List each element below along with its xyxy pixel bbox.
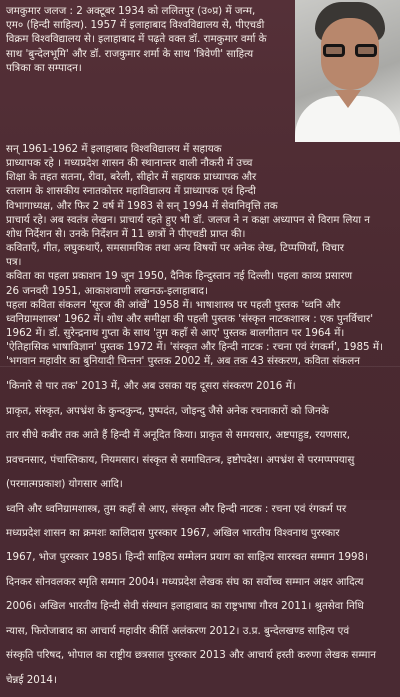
bottom-line: मध्यप्रदेश शासन का क्रमशः कालिदास पुरस्कार 1967, अखिल भारतीय विश्वनाथ पुरस्कार: [6, 527, 340, 540]
body-line: प्राध्यापक रहे । मध्यप्रदेश शासन की स्थानान्तर वाली नौकरी में उच्च: [6, 157, 253, 170]
section-divider: [0, 366, 400, 367]
bottom-line: प्रवचनसार, पंचास्तिकाय, नियमसार। संस्कृत से समाधितन्त्र, इष्टोपदेश। अपभ्रंश से परमप्पपयासु: [6, 453, 355, 466]
body-line: पत्र।: [6, 256, 22, 269]
intro-line: एम० (हिन्दी साहित्य). 1957 में इलाहाबाद विश्वविद्यालय से, पीएचडी: [6, 19, 265, 32]
author-photo: [295, 0, 400, 142]
body-line: रतलाम के शासकीय स्नातकोत्तर महाविद्यालय में प्राध्यापक एवं हिन्दी: [6, 185, 256, 198]
bottom-line: 1967, भोज पुरस्कार 1985। हिन्दी साहित्य सम्मेलन प्रयाग का साहित्य सारस्वत सम्मान 1998।: [6, 551, 369, 564]
intro-line: साथ 'बुन्देलभूमि' और डॉ. राजकुमार शर्मा के साथ 'त्रिवेणी' साहित्य: [6, 47, 254, 60]
bottom-line: प्राकृत, संस्कृत, अपभ्रंश के कुन्दकुन्द, पुष्पदंत, जोइन्दु जैसे अनेक रचनाकारों को जिनके: [6, 404, 329, 417]
bottom-line: संस्कृति परिषद, भोपाल का राष्ट्रीय छत्रसाल पुरस्कार 2013 और आचार्य हस्ती करुणा लेखक सम्मान: [6, 649, 376, 662]
body-line: सन् 1961-1962 में इलाहाबाद विश्वविद्यालय में सहायक: [6, 143, 222, 155]
body-line: कविता का पहला प्रकाशन 19 जून 1950, दैनिक हिन्दुस्तान नई दिल्ली। पहला काव्य प्रसारण: [6, 270, 353, 283]
author-intro: [6, 4, 288, 75]
intro-line: पत्रिका का सम्पादन।: [6, 61, 82, 74]
bottom-line: न्यास, फिरोजाबाद का आचार्य महावीर कीर्ति अलंकरण 2012। उ.प्र. बुन्देलखण्ड साहित्य एवं: [6, 624, 350, 637]
lens-right: [355, 44, 377, 57]
body-line: प्राचार्य रहे। अब स्वतंत्र लेखन। प्राचार्य रहते हुए भी डॉ. जलज ने न कक्षा अध्यापन से विराम लिया न: [6, 213, 370, 226]
body-line: 26 जनवरी 1951, आकाशवाणी लखनऊ-इलाहाबाद।: [6, 284, 208, 297]
glasses-icon: [323, 44, 377, 58]
bottom-line: दिनकर सोनवलकर स्मृति सम्मान 2004। मध्यप्रदेश लेखक संघ का सर्वोच्च सम्मान अक्षर आदित्य: [6, 575, 364, 588]
body-line: 1962 में। डॉ. सुरेन्द्रनाथ गुप्ता के साथ 'तुम कहाँ से आए' पुस्तक बालगीतान पर 1964 में।: [6, 327, 345, 340]
career-section: [6, 142, 394, 369]
bottom-line: चेन्नई 2014।: [6, 673, 57, 686]
bottom-line: ध्वनि और ध्वनिग्रामशास्त्र, तुम कहाँ से आए, संस्कृत और हिन्दी नाटक : रचना एवं रंगकर्म पर: [6, 502, 347, 515]
body-line: शिक्षा के तहत सतना, रीवा, बरेली, सीहोर में सहायक प्राध्यापक और: [6, 171, 257, 184]
intro-line: जमकुमार जलज : 2 अक्टूबर 1934 को ललितपुर (उ०प्र) में जन्म,: [6, 5, 256, 17]
intro-line: विक्रम विश्वविद्यालय से। इलाहाबाद में पढ़ते वक्त डॉ. रामकुमार वर्मा के: [6, 33, 267, 46]
bottom-line: (परमात्मप्रकाश) योगसार आदि।: [6, 478, 123, 491]
body-line: ध्वनिग्रामशास्त्र' 1962 में। शोध और समीक्षा की पहली पुस्तक 'संस्कृत नाटकशास्त्र : एक पुनर्विचार': [6, 312, 374, 325]
translations-awards-section: [6, 369, 394, 697]
body-line: विभागाध्यक्ष, और फिर 2 वर्ष में 1983 से सन् 1994 में सेवानिवृत्ति तक: [6, 199, 278, 212]
body-line: 'भगवान महावीर का बुनियादी चिन्तन' पुस्तक 2002 में, अब तक 43 संस्करण, कविता संकलन: [6, 355, 360, 368]
lens-left: [323, 44, 345, 57]
body-line: 'ऐतिहासिक भाषाविज्ञान' पुस्तक 1972 में। 'संस्कृत और हिन्दी नाटक : रचना एवं रंगकर्म', 1985 में।: [6, 341, 383, 354]
body-line: 'किनारे से पार तक' 2013 में, और अब उसका यह दूसरा संस्करण 2016 में।: [6, 380, 296, 393]
body-line: कविताएँ, गीत, लघुकथाएँ, समसामयिक तथा अन्य विषयों पर अनेक लेख, टिप्पणियाँ, विचार: [6, 242, 344, 255]
body-line: शोध निर्देशन से। उनके निर्देशन में 11 छात्रों ने पीएचडी प्राप्त की।: [6, 227, 246, 240]
bottom-line: 2006। अखिल भारतीय हिन्दी सेवी संस्थान इलाहाबाद का राष्ट्रभाषा गौरव 2011। श्रुतसेवा निधि: [6, 600, 364, 613]
body-line: पहला कविता संकलन 'सूरज की आंखें' 1958 में। भाषाशास्त्र पर पहली पुस्तक 'ध्वनि और: [6, 298, 341, 311]
bottom-line: तार सीधे कबीर तक आते हैं हिन्दी में अनूदित किया। प्राकृत से समयसार, अष्टपाहुड, रयणसार,: [6, 429, 350, 442]
